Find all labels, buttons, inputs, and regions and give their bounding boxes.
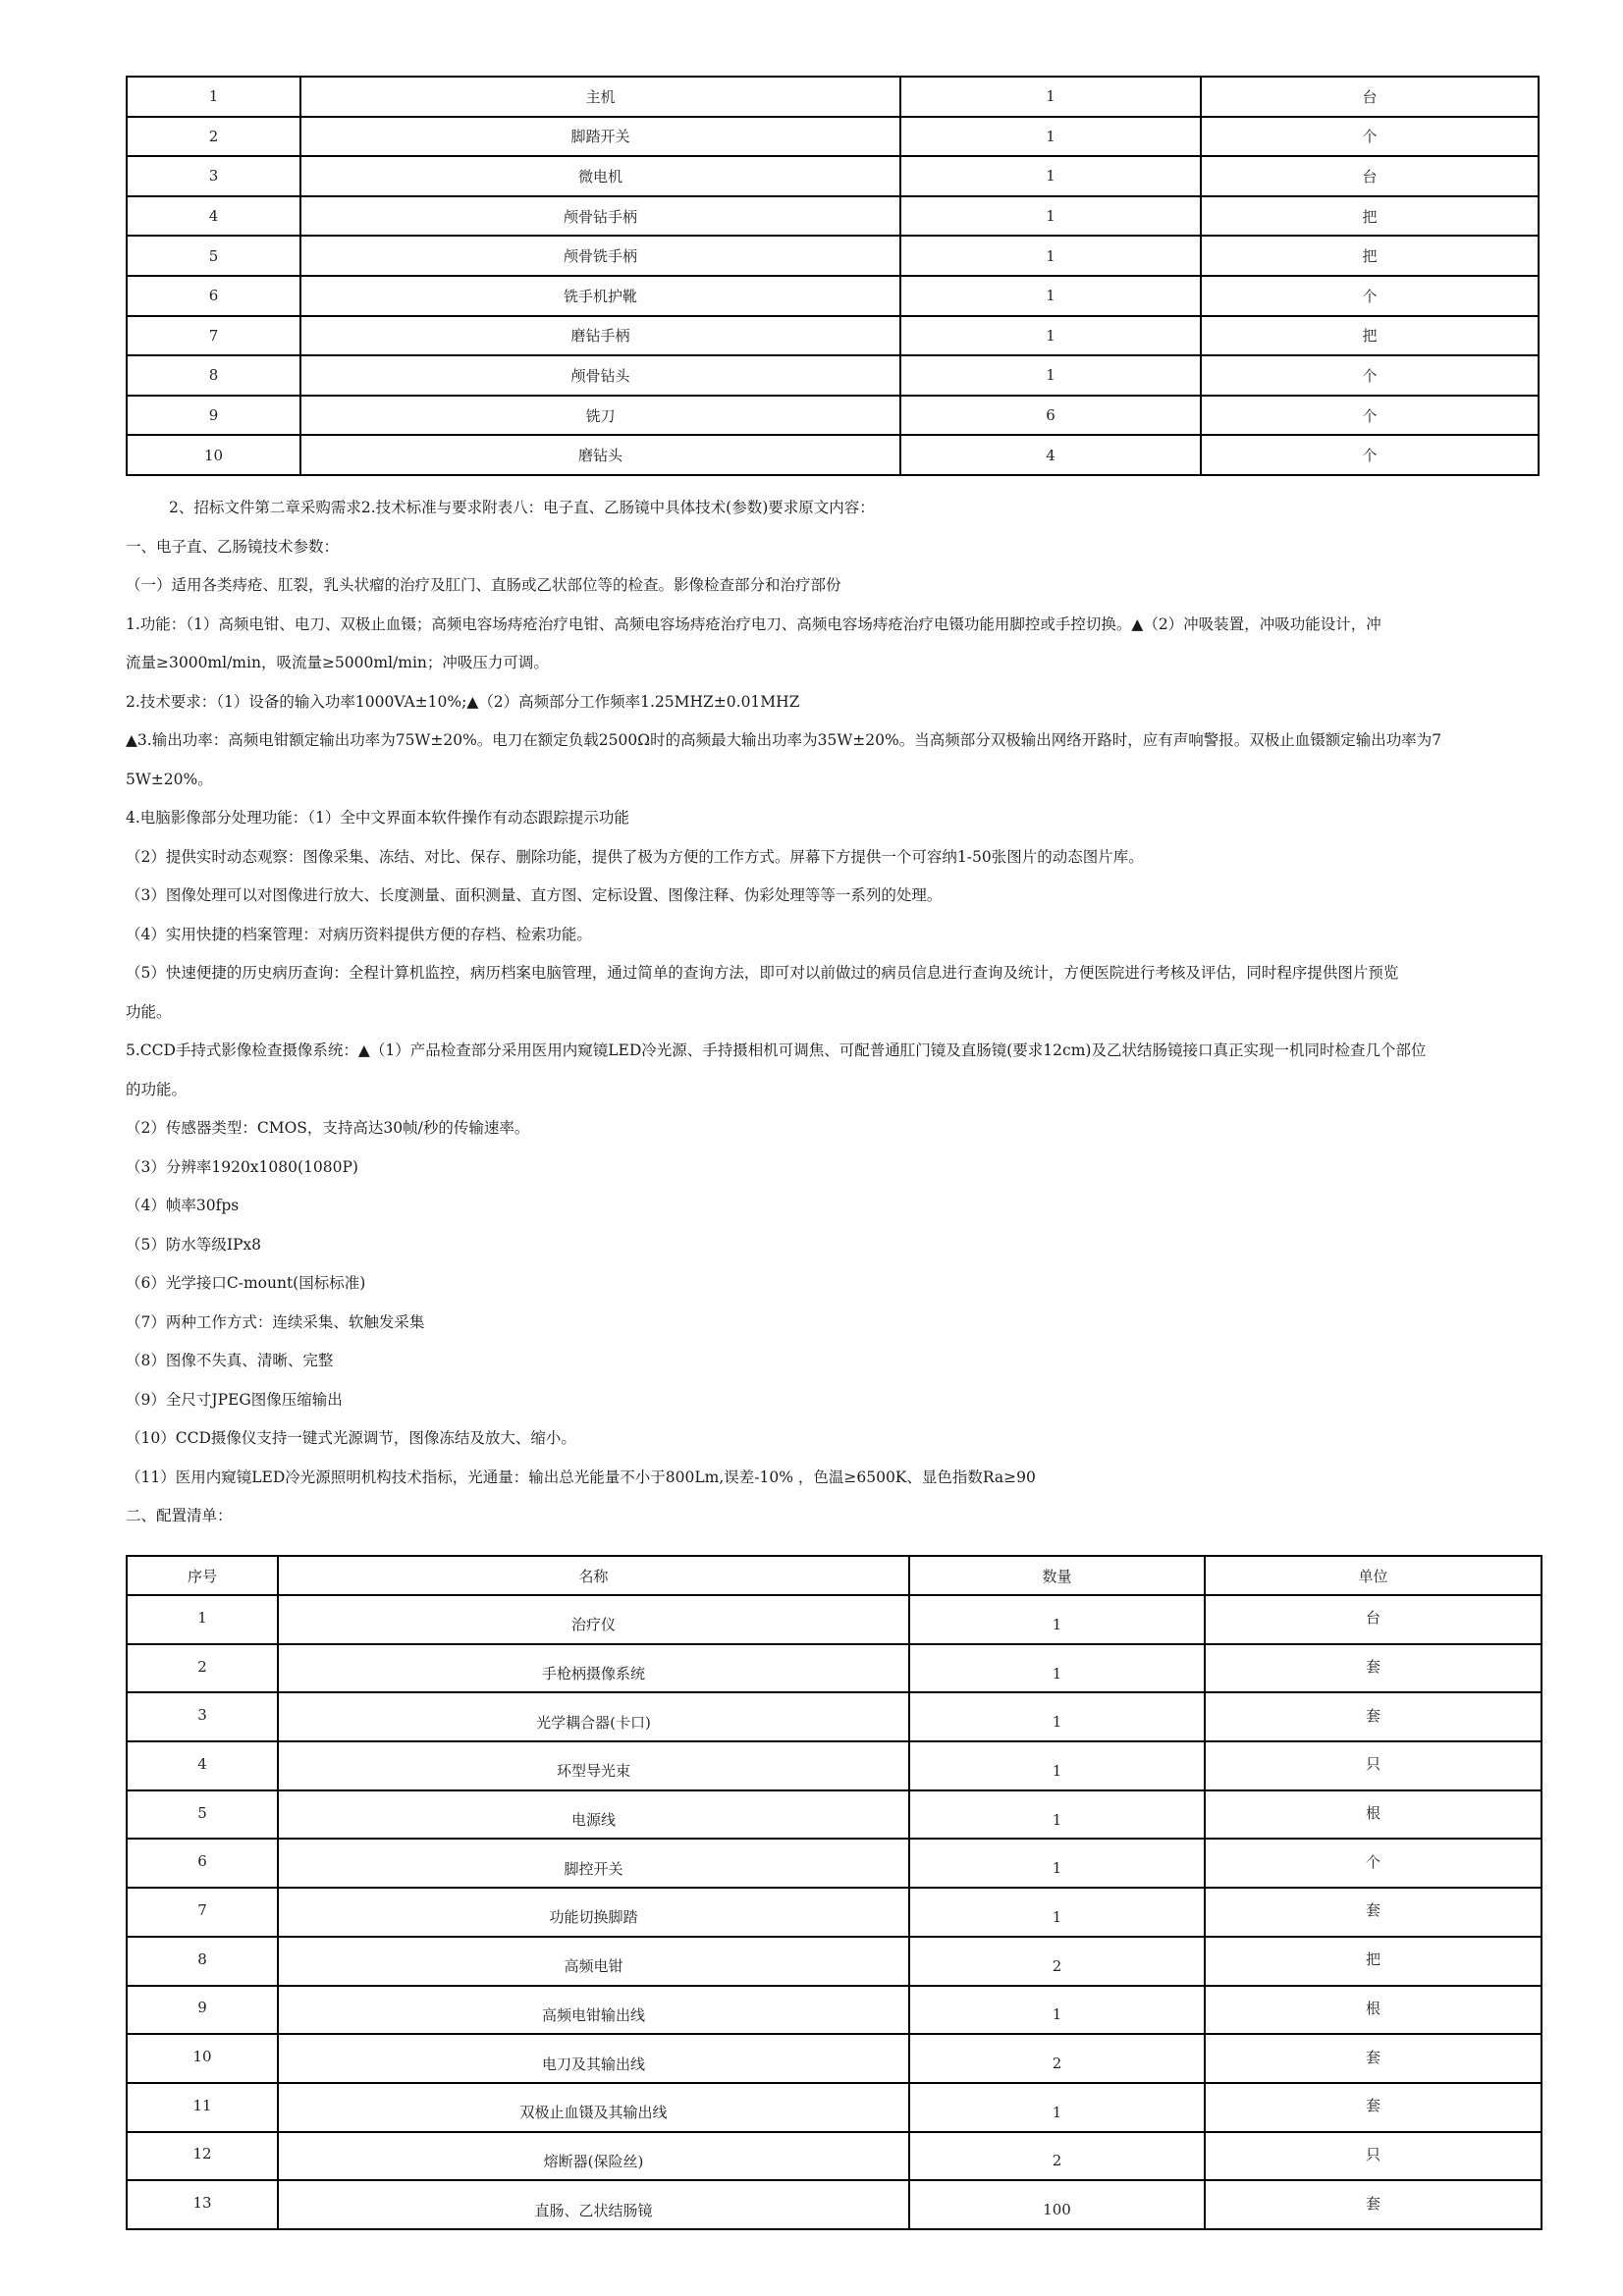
imaging-item-5-line2: 功能。 — [126, 1002, 172, 1021]
cell-no: 9 — [127, 396, 300, 436]
cell-no: 1 — [127, 77, 300, 117]
cell-no: 10 — [192, 2048, 212, 2066]
ccd-item-8: （8）图像不失真、清晰、完整 — [126, 1352, 334, 1369]
cell-qty: 1 — [1052, 1664, 1062, 1682]
table-row — [127, 1595, 1542, 1644]
function-paragraph-line1: 1.功能：（1）高频电钳、电刀、双极止血镊；高频电容场痔疮治疗电钳、高频电容场痔疮治疗电刀、高频电容场痔疮治疗电镊功能用脚控或手控切换。▲（2）冲吸装置，冲吸功能设计，冲 — [126, 614, 1381, 633]
cell-no: 7 — [127, 316, 300, 356]
cell-no: 4 — [197, 1754, 207, 1773]
section2-heading: 二、配置清单： — [126, 1507, 233, 1524]
cell-name: 功能切换脚踏 — [549, 1908, 638, 1927]
table-row — [127, 77, 1539, 117]
cell-name: 光学耦合器(卡口) — [536, 1713, 651, 1732]
table-row — [127, 1888, 1542, 1937]
cell-qty: 1 — [1052, 1615, 1062, 1633]
cell-no: 4 — [127, 196, 300, 237]
cell-qty: 1 — [900, 236, 1201, 276]
table-row — [127, 1644, 1542, 1693]
cell-no: 1 — [197, 1608, 207, 1627]
ccd-item-5: （5）防水等级IPx8 — [126, 1235, 262, 1254]
cell-no: 2 — [127, 117, 300, 157]
cell-unit: 套 — [1365, 1658, 1380, 1677]
cell-qty: 100 — [1043, 2201, 1071, 2219]
table-row — [127, 1839, 1542, 1888]
component-table-body — [127, 77, 1539, 475]
cell-qty: 1 — [1052, 1907, 1062, 1926]
table-row — [127, 1692, 1542, 1741]
table-row — [127, 1937, 1542, 1986]
cell-name: 微电机 — [300, 156, 900, 196]
output-power-paragraph-line2: 5W±20%。 — [126, 770, 213, 788]
header-name: 名称 — [278, 1556, 909, 1595]
imaging-item-1: 4.电脑影像部分处理功能：（1）全中文界面本软件操作有动态跟踪提示功能 — [126, 809, 629, 827]
cell-no: 8 — [197, 1949, 207, 1968]
function-paragraph-line2: 流量≥3000ml/min，吸流量≥5000ml/min；冲吸压力可调。 — [126, 654, 549, 671]
cell-unit: 套 — [1365, 1706, 1380, 1725]
cell-qty: 1 — [900, 355, 1201, 396]
table-row — [127, 196, 1539, 237]
header-unit: 单位 — [1205, 1556, 1542, 1595]
table-row — [127, 2083, 1542, 2132]
table-row — [127, 435, 1539, 475]
cell-name: 颅骨钻手柄 — [300, 196, 900, 237]
header-no: 序号 — [127, 1556, 278, 1595]
cell-unit: 把 — [1201, 196, 1539, 237]
cell-name: 脚踏开关 — [300, 117, 900, 157]
cell-qty: 1 — [900, 117, 1201, 157]
cell-no: 10 — [127, 435, 300, 475]
cell-unit: 只 — [1365, 2145, 1380, 2163]
cell-name: 电刀及其输出线 — [541, 2055, 645, 2073]
imaging-item-5-line1: （5）快速便捷的历史病历查询：全程计算机监控，病历档案电脑管理，通过简单的查询方法，即可对以前做过的病员信息进行查询及统计，方便医院进行考核及评估，同时程序提供图片预览 — [126, 964, 1399, 982]
ccd-item-1-line1: 5.CCD手持式影像检查摄像系统：▲（1）产品检查部分采用医用内窥镜LED冷光源、手持摄相机可调焦、可配普通肛门镜及直肠镜(要求12cm)及乙状结肠镜接口真正实现一机同时检查几个部位 — [126, 1041, 1427, 1059]
cell-unit: 台 — [1201, 156, 1539, 196]
cell-no: 11 — [192, 2096, 212, 2114]
cell-name: 颅骨铣手柄 — [300, 236, 900, 276]
cell-qty: 1 — [900, 316, 1201, 356]
cell-unit: 套 — [1365, 1901, 1380, 1920]
cell-name: 双极止血镊及其输出线 — [519, 2104, 668, 2122]
cell-name: 磨钻头 — [300, 435, 900, 475]
ccd-item-10: （10）CCD摄像仪支持一键式光源调节，图像冻结及放大、缩小。 — [126, 1429, 576, 1447]
cell-qty: 1 — [1052, 1810, 1062, 1829]
cell-qty: 1 — [900, 77, 1201, 117]
cell-no: 3 — [127, 156, 300, 196]
cell-no: 3 — [197, 1706, 207, 1725]
cell-unit: 台 — [1201, 77, 1539, 117]
ccd-item-1-line2: 的功能。 — [126, 1080, 188, 1098]
imaging-item-2: （2）提供实时动态观察：图像采集、冻结、对比、保存、删除功能，提供了极为方便的工作方式。屏幕下方提供一个可容纳1-50张图片的动态图片库。 — [126, 847, 1144, 866]
cell-unit: 个 — [1201, 396, 1539, 436]
ccd-item-3: （3）分辨率1920x1080(1080P) — [126, 1157, 358, 1176]
cell-unit: 根 — [1365, 1999, 1380, 2017]
table-row — [127, 117, 1539, 157]
cell-qty: 2 — [1052, 2055, 1062, 2073]
intro-paragraph: 2、招标文件第二章采购需求2.技术标准与要求附表八：电子直、乙肠镜中具体技术(参数)要求原文内容： — [169, 499, 875, 516]
cell-name: 熔断器(保险丝) — [543, 2152, 644, 2170]
header-qty: 数量 — [909, 1556, 1205, 1595]
cell-qty: 1 — [1052, 2103, 1062, 2121]
ccd-item-9: （9）全尺寸JPEG图像压缩输出 — [126, 1390, 343, 1409]
cell-unit: 根 — [1365, 1804, 1380, 1823]
cell-no: 6 — [197, 1852, 207, 1871]
cell-unit: 只 — [1365, 1755, 1380, 1774]
table-row — [127, 2034, 1542, 2083]
cell-unit: 个 — [1365, 1852, 1380, 1871]
cell-name: 磨钻手柄 — [300, 316, 900, 356]
table-row — [127, 236, 1539, 276]
table-row — [127, 1986, 1542, 2035]
table-row — [127, 276, 1539, 316]
cell-no: 5 — [197, 1803, 207, 1822]
cell-unit: 把 — [1365, 1950, 1380, 1969]
cell-unit: 把 — [1201, 316, 1539, 356]
imaging-item-4: （4）实用快捷的档案管理：对病历资料提供方便的存档、检索功能。 — [126, 925, 592, 943]
cell-unit: 个 — [1201, 276, 1539, 316]
cell-unit: 套 — [1365, 2048, 1380, 2066]
ccd-item-6: （6）光学接口C-mount(国标标准) — [126, 1274, 366, 1292]
cell-name: 主机 — [300, 77, 900, 117]
configuration-table-header — [127, 1556, 1542, 1595]
cell-name: 治疗仪 — [570, 1616, 616, 1634]
cell-qty: 1 — [900, 156, 1201, 196]
cell-unit: 套 — [1365, 2194, 1380, 2213]
header-row — [127, 1556, 1542, 1595]
section1-heading: 一、电子直、乙肠镜技术参数： — [126, 537, 340, 556]
cell-qty: 2 — [1052, 1956, 1062, 1975]
cell-no: 9 — [197, 1999, 207, 2017]
cell-qty: 1 — [1052, 2005, 1062, 2024]
cell-name: 直肠、乙状结肠镜 — [534, 2201, 653, 2219]
cell-no: 5 — [127, 236, 300, 276]
cell-unit: 个 — [1201, 117, 1539, 157]
cell-qty: 1 — [900, 196, 1201, 237]
ccd-item-7: （7）两种工作方式：连续采集、软触发采集 — [126, 1312, 425, 1331]
cell-qty: 1 — [1052, 1859, 1062, 1878]
configuration-table-body — [127, 1595, 1542, 2229]
table-row — [127, 355, 1539, 396]
cell-no: 2 — [197, 1657, 207, 1676]
cell-no: 6 — [127, 276, 300, 316]
configuration-table — [126, 1555, 1542, 2230]
cell-no: 12 — [192, 2145, 212, 2163]
cell-unit: 把 — [1201, 236, 1539, 276]
table-row — [127, 1741, 1542, 1790]
imaging-item-3: （3）图像处理可以对图像进行放大、长度测量、面积测量、直方图、定标设置、图像注释、伪彩处理等等一系列的处理。 — [126, 886, 943, 904]
cell-name: 环型导光束 — [556, 1762, 630, 1781]
cell-no: 13 — [192, 2194, 212, 2213]
cell-qty: 1 — [1052, 1761, 1062, 1780]
cell-unit: 台 — [1365, 1609, 1380, 1628]
cell-qty: 4 — [900, 435, 1201, 475]
ccd-item-11: （11）医用内窥镜LED冷光源照明机构技术指标，光通量：输出总光能量不小于800Lm,误差-10% ，色温≥6500K、显色指数Ra≥90 — [126, 1468, 1036, 1486]
cell-qty: 1 — [900, 276, 1201, 316]
cell-unit: 套 — [1365, 2097, 1380, 2115]
table-row — [127, 396, 1539, 436]
cell-qty: 2 — [1052, 2152, 1062, 2170]
cell-no: 8 — [127, 355, 300, 396]
table-row — [127, 156, 1539, 196]
table-row — [127, 2180, 1542, 2229]
table-row — [127, 1790, 1542, 1840]
cell-qty: 1 — [1052, 1713, 1062, 1732]
tech-spec-text — [126, 489, 1540, 1536]
ccd-item-2: （2）传感器类型：CMOS，支持高达30帧/秒的传输速率。 — [126, 1119, 530, 1137]
tech-requirements-paragraph: 2.技术要求：（1）设备的输入功率1000VA±10%;▲（2）高频部分工作频率1.25MHZ±0.01MHZ — [126, 692, 800, 711]
cell-name: 铣手机护靴 — [300, 276, 900, 316]
cell-name: 电源线 — [570, 1811, 616, 1830]
scope-paragraph: （一）适用各类痔疮、肛裂，乳头状瘤的治疗及肛门、直肠或乙状部位等的检查。影像检查部分和治疗部份 — [126, 576, 841, 594]
cell-name: 铣刀 — [300, 396, 900, 436]
component-table — [126, 76, 1540, 476]
output-power-paragraph-line1: ▲3.输出功率：高频电钳额定输出功率为75W±20%。电刀在额定负载2500Ω时的高频最大输出功率为35W±20%。当高频部分双极输出网络开路时，应有声响警报。双极止血镊额定输出功率为7 — [126, 731, 1442, 749]
cell-qty: 6 — [900, 396, 1201, 436]
cell-name: 手枪柄摄像系统 — [541, 1665, 645, 1683]
cell-name: 高频电钳输出线 — [541, 2005, 645, 2024]
cell-name: 脚控开关 — [564, 1859, 623, 1878]
table-row — [127, 2132, 1542, 2181]
cell-name: 高频电钳 — [564, 1957, 623, 1976]
cell-name: 颅骨钻头 — [300, 355, 900, 396]
cell-no: 7 — [197, 1900, 207, 1919]
table-row — [127, 316, 1539, 356]
cell-unit: 个 — [1201, 355, 1539, 396]
ccd-item-4: （4）帧率30fps — [126, 1197, 240, 1214]
cell-unit: 个 — [1201, 435, 1539, 475]
